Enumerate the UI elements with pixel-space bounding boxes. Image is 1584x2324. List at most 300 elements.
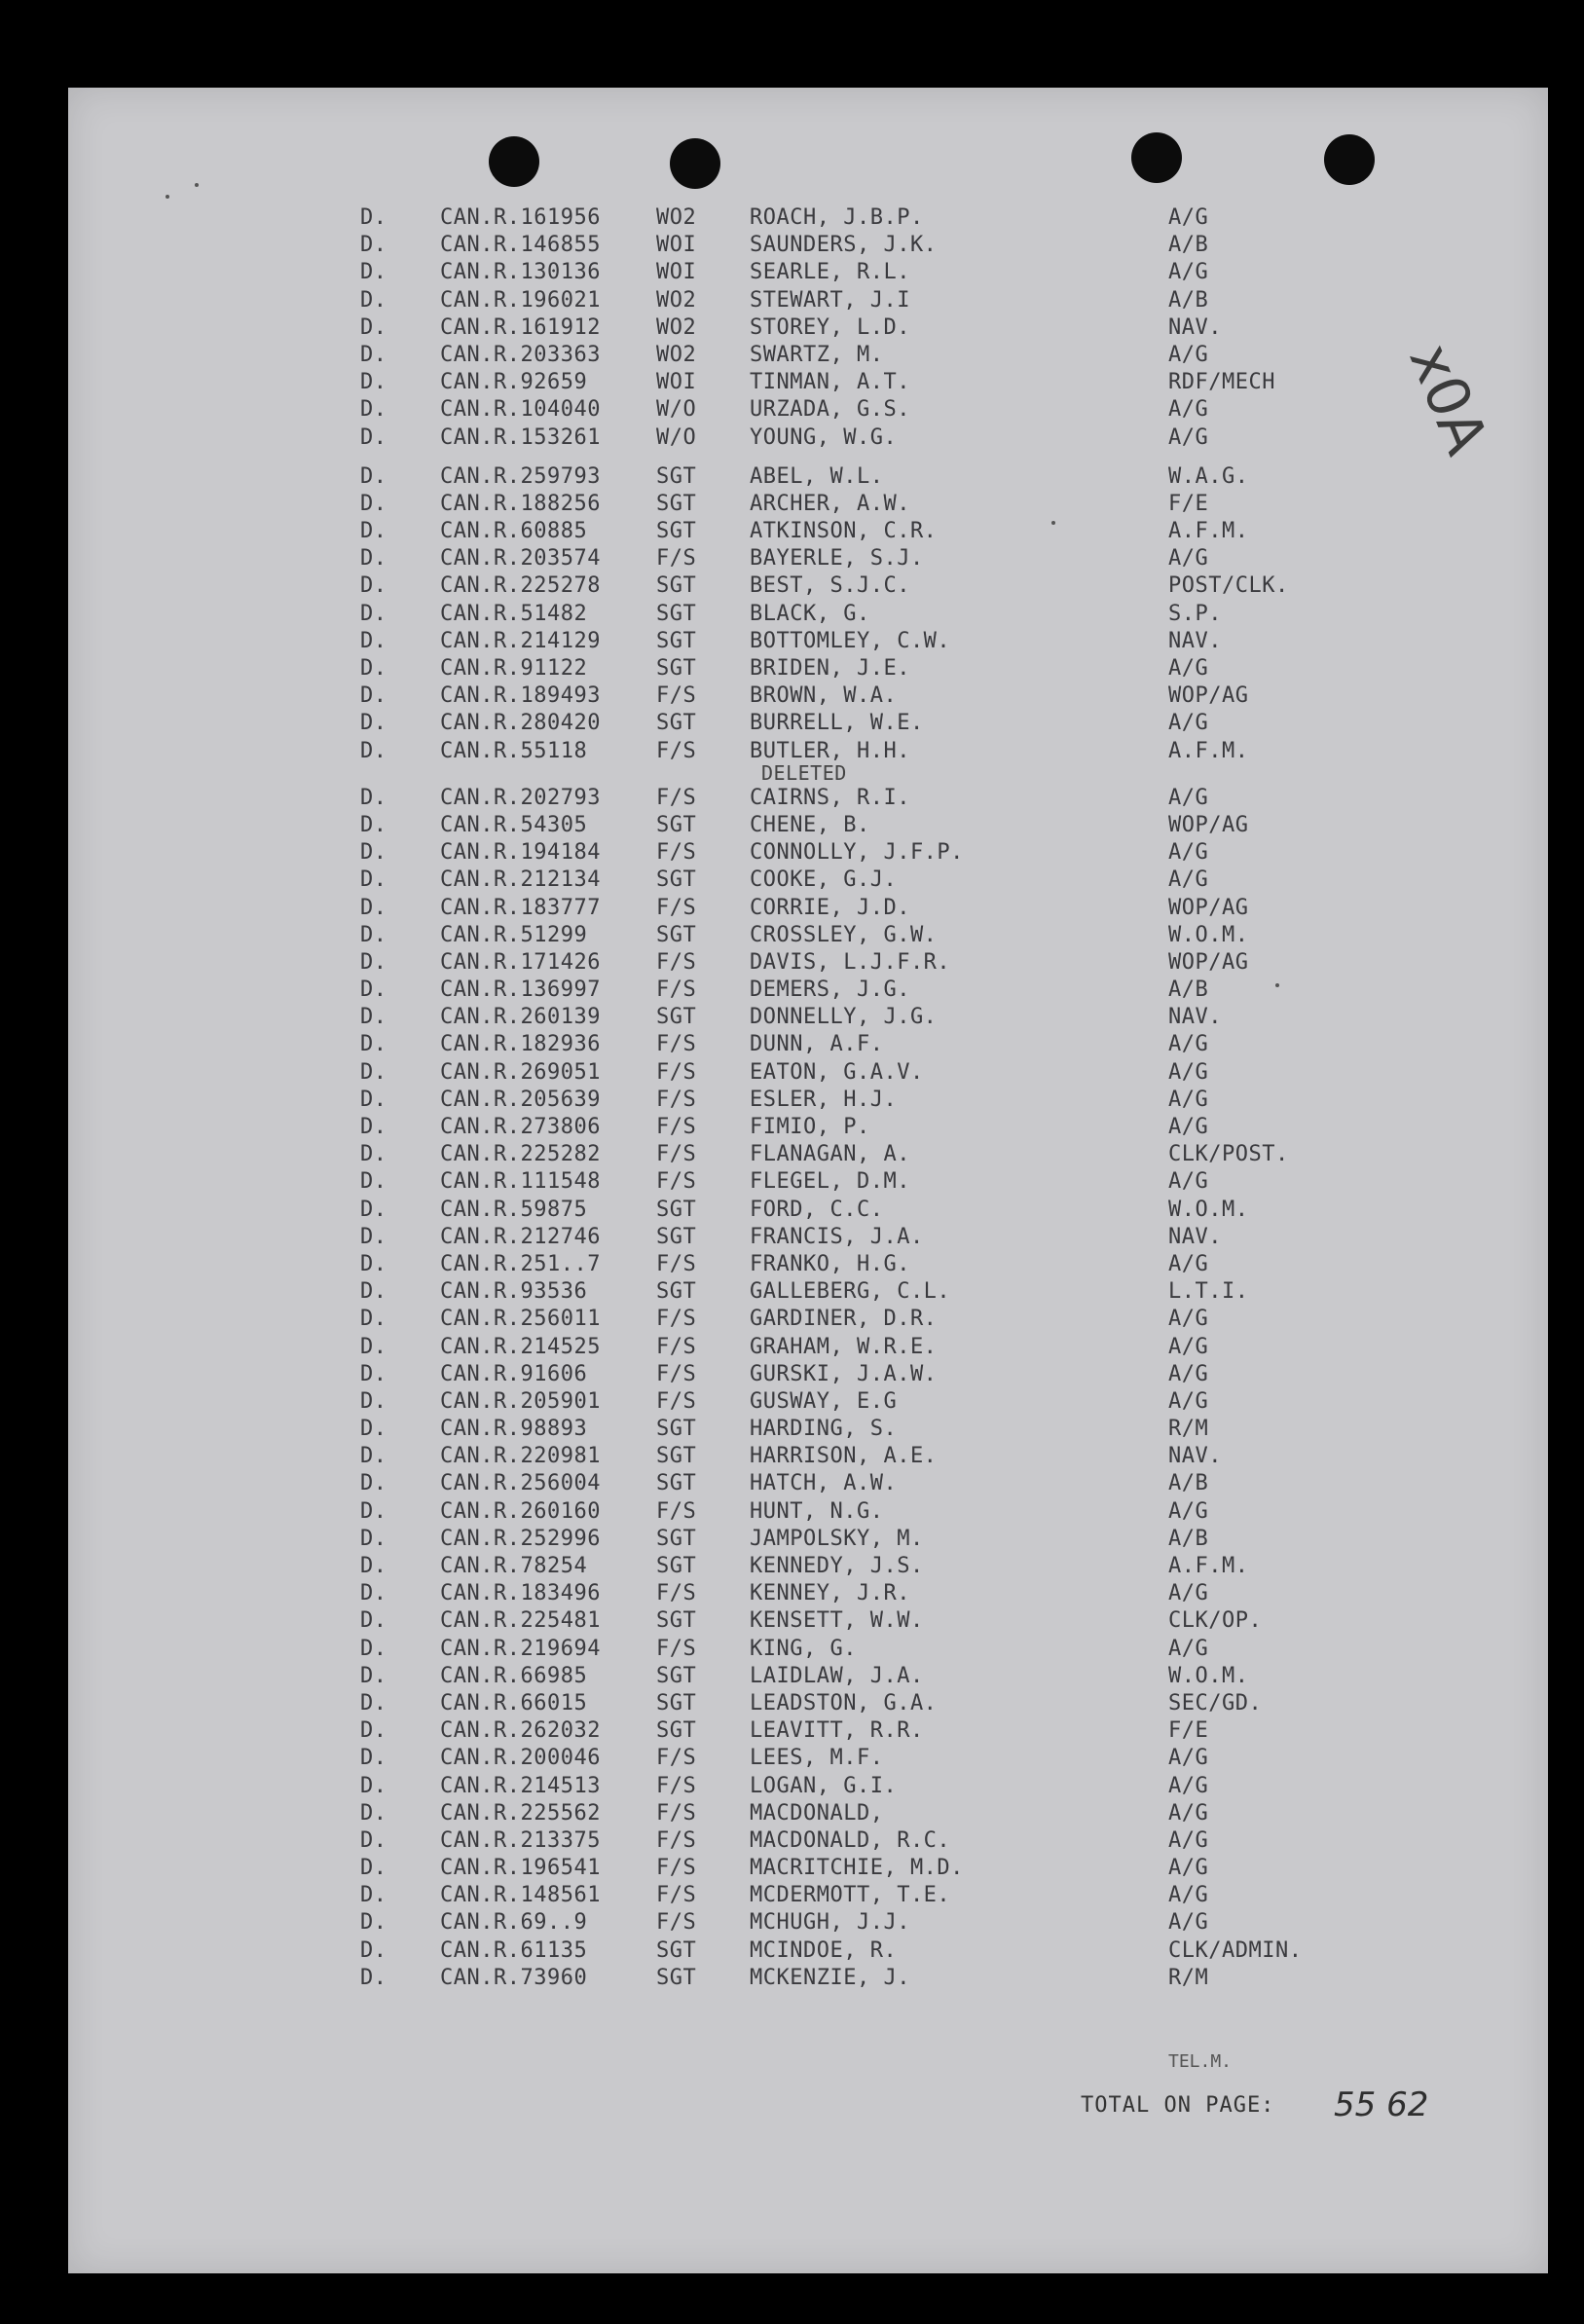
trade: WOP/AG: [1168, 895, 1249, 920]
rank: SGT: [656, 1718, 697, 1744]
punch-hole-2: [670, 138, 720, 189]
rank: SGT: [656, 711, 697, 736]
trade: CLK/POST.: [1168, 1142, 1289, 1167]
service-number: CAN.R.214525: [440, 1334, 601, 1359]
service-number: CAN.R.161912: [440, 314, 601, 340]
service-number: CAN.R.146855: [440, 233, 601, 258]
status-mark: D.: [360, 1388, 387, 1414]
person-name: YOUNG, W.G.: [750, 424, 898, 450]
person-name: CROSSLEY, G.W.: [750, 922, 938, 947]
rank: SGT: [656, 1417, 697, 1442]
person-name: URZADA, G.S.: [750, 397, 910, 423]
trade: W.O.M.: [1168, 1197, 1249, 1222]
list-item: [68, 1031, 1548, 1058]
status-mark: D.: [360, 491, 387, 516]
rank: F/S: [656, 1581, 697, 1606]
person-name: BURRELL, W.E.: [750, 711, 924, 736]
list-item: [68, 682, 1548, 710]
rank: WO2: [656, 287, 697, 313]
rank: SGT: [656, 1965, 697, 1990]
service-number: CAN.R.66015: [440, 1690, 588, 1715]
rank: SGT: [656, 922, 697, 947]
service-number: CAN.R.260160: [440, 1498, 601, 1524]
list-item: [68, 655, 1548, 682]
status-mark: D.: [360, 1169, 387, 1195]
person-name: FIMIO, P.: [750, 1115, 870, 1139]
service-number: CAN.R.78254: [440, 1554, 588, 1578]
rank: SGT: [656, 1471, 697, 1496]
entry-note: DELETED: [761, 760, 847, 785]
trade: W.O.M.: [1168, 1663, 1249, 1688]
status-mark: D.: [360, 519, 387, 544]
service-number: CAN.R.203574: [440, 546, 601, 572]
service-number: CAN.R.111548: [440, 1169, 601, 1195]
service-number: CAN.R.161956: [440, 205, 601, 230]
rank: F/S: [656, 840, 697, 866]
rank: SGT: [656, 1224, 697, 1249]
rank: F/S: [656, 683, 697, 709]
service-number: CAN.R.280420: [440, 711, 601, 736]
list-item: [68, 1800, 1548, 1827]
status-mark: D.: [360, 1636, 387, 1661]
trade: A.F.M.: [1168, 738, 1249, 763]
rank: F/S: [656, 738, 697, 763]
list-item: [68, 977, 1548, 1004]
status-mark: D.: [360, 785, 387, 810]
service-number: CAN.R.183496: [440, 1581, 601, 1606]
person-name: MACDONALD, R.C.: [750, 1827, 951, 1853]
status-mark: D.: [360, 711, 387, 736]
service-number: CAN.R.189493: [440, 683, 601, 709]
trade: RDF/MECH: [1168, 370, 1275, 395]
rank: F/S: [656, 1032, 697, 1057]
status-mark: D.: [360, 1087, 387, 1112]
trade: A.F.M.: [1168, 519, 1249, 544]
list-item: [68, 1004, 1548, 1031]
service-number: CAN.R.196021: [440, 287, 601, 313]
list-item: [68, 1553, 1548, 1580]
rank: F/S: [656, 895, 697, 920]
trade: A/B: [1168, 287, 1209, 313]
person-name: SWARTZ, M.: [750, 342, 884, 367]
person-name: HARRISON, A.E.: [750, 1444, 938, 1469]
list-item: [68, 572, 1548, 600]
person-name: LEES, M.F.: [750, 1746, 884, 1771]
service-number: CAN.R.225481: [440, 1608, 601, 1634]
service-number: CAN.R.91606: [440, 1361, 588, 1386]
punch-hole-1: [489, 136, 539, 187]
list-item: [68, 1114, 1548, 1141]
trade: A/G: [1168, 867, 1209, 893]
service-number: CAN.R.225278: [440, 573, 601, 599]
trade: A/B: [1168, 1471, 1209, 1496]
rank: SGT: [656, 491, 697, 516]
person-name: HUNT, N.G.: [750, 1498, 884, 1524]
status-mark: D.: [360, 546, 387, 572]
service-number: CAN.R.51299: [440, 922, 588, 947]
person-name: MCHUGH, J.J.: [750, 1910, 910, 1936]
person-name: LEAVITT, R.R.: [750, 1718, 924, 1744]
list-item: [68, 1717, 1548, 1745]
document-page: [68, 88, 1548, 2273]
person-name: MCINDOE, R.: [750, 1937, 898, 1963]
service-number: CAN.R.148561: [440, 1883, 601, 1908]
trade: CLK/OP.: [1168, 1608, 1263, 1634]
rank: SGT: [656, 1279, 697, 1305]
person-name: ARCHER, A.W.: [750, 491, 910, 516]
list-item: [68, 1745, 1548, 1772]
rank: F/S: [656, 1307, 697, 1332]
service-number: CAN.R.262032: [440, 1718, 601, 1744]
trade: NAV.: [1168, 1005, 1222, 1030]
person-name: GARDINER, D.R.: [750, 1307, 938, 1332]
status-mark: D.: [360, 1197, 387, 1222]
rank: F/S: [656, 1115, 697, 1139]
status-mark: D.: [360, 1361, 387, 1386]
service-number: CAN.R.55118: [440, 738, 588, 763]
list-item: [68, 424, 1548, 452]
trade: NAV.: [1168, 1224, 1222, 1249]
service-number: CAN.R.220981: [440, 1444, 601, 1469]
trade: A/B: [1168, 1526, 1209, 1551]
person-name: LAIDLAW, J.A.: [750, 1663, 924, 1688]
list-item: [68, 601, 1548, 628]
status-mark: D.: [360, 1032, 387, 1057]
status-mark: D.: [360, 978, 387, 1003]
list-item: [68, 1251, 1548, 1278]
person-name: MACDONALD,: [750, 1800, 884, 1826]
person-name: CAIRNS, R.I.: [750, 785, 910, 810]
status-mark: D.: [360, 1856, 387, 1881]
rank: SGT: [656, 1690, 697, 1715]
list-item: [68, 1909, 1548, 1937]
person-name: KENSETT, W.W.: [750, 1608, 924, 1634]
rank: WOI: [656, 260, 697, 285]
list-item: [68, 949, 1548, 977]
list-item: [68, 369, 1548, 396]
rank: SGT: [656, 1937, 697, 1963]
service-number: CAN.R.259793: [440, 463, 601, 489]
person-name: MCDERMOTT, T.E.: [750, 1883, 951, 1908]
service-number: CAN.R.59875: [440, 1197, 588, 1222]
warrant-officer-entries: [68, 204, 1548, 452]
trade: A/G: [1168, 1115, 1209, 1139]
list-item: [68, 545, 1548, 572]
person-name: FRANKO, H.G.: [750, 1251, 910, 1276]
service-number: CAN.R.225282: [440, 1142, 601, 1167]
list-item: [68, 204, 1548, 232]
trade: A/G: [1168, 424, 1209, 450]
trade: A/G: [1168, 1856, 1209, 1881]
trade: A/G: [1168, 1388, 1209, 1414]
person-name: HATCH, A.W.: [750, 1471, 898, 1496]
rank: SGT: [656, 1197, 697, 1222]
status-mark: D.: [360, 397, 387, 423]
person-name: FORD, C.C.: [750, 1197, 884, 1222]
trade: A/G: [1168, 1059, 1209, 1085]
status-mark: D.: [360, 1115, 387, 1139]
status-mark: D.: [360, 1718, 387, 1744]
rank: F/S: [656, 1388, 697, 1414]
status-mark: D.: [360, 812, 387, 837]
trade: A/G: [1168, 1800, 1209, 1826]
list-item: [68, 1965, 1548, 1992]
status-mark: D.: [360, 1005, 387, 1030]
trade: A/G: [1168, 1361, 1209, 1386]
list-item: [68, 1526, 1548, 1553]
service-number: CAN.R.200046: [440, 1746, 601, 1771]
trade: R/M: [1168, 1965, 1209, 1990]
list-item: [68, 839, 1548, 867]
list-item: [68, 1827, 1548, 1855]
service-number: CAN.R.92659: [440, 370, 588, 395]
trade: A/G: [1168, 1827, 1209, 1853]
list-item: [68, 259, 1548, 286]
rank: WOI: [656, 233, 697, 258]
status-mark: D.: [360, 1471, 387, 1496]
service-number: CAN.R.104040: [440, 397, 601, 423]
list-item: [68, 1443, 1548, 1470]
person-name: ABEL, W.L.: [750, 463, 884, 489]
trade: W.A.G.: [1168, 463, 1249, 489]
person-name: CORRIE, J.D.: [750, 895, 910, 920]
person-name: GUSWAY, E.G: [750, 1388, 898, 1414]
person-name: STEWART, J.I: [750, 287, 910, 313]
trade: A/G: [1168, 260, 1209, 285]
list-item: [68, 895, 1548, 922]
service-number: CAN.R.212746: [440, 1224, 601, 1249]
rank: SGT: [656, 573, 697, 599]
list-item: [68, 1224, 1548, 1251]
trade: A/G: [1168, 1251, 1209, 1276]
service-number: CAN.R.194184: [440, 840, 601, 866]
trade: A/G: [1168, 546, 1209, 572]
person-name: JAMPOLSKY, M.: [750, 1526, 924, 1551]
trade: A/G: [1168, 397, 1209, 423]
status-mark: D.: [360, 205, 387, 230]
rank: F/S: [656, 1856, 697, 1881]
status-mark: D.: [360, 1608, 387, 1634]
service-number: CAN.R.130136: [440, 260, 601, 285]
person-name: DEMERS, J.G.: [750, 978, 910, 1003]
trade: CLK/ADMIN.: [1168, 1937, 1303, 1963]
service-number: CAN.R.269051: [440, 1059, 601, 1085]
trade: L.T.I.: [1168, 1279, 1249, 1305]
rank: F/S: [656, 1361, 697, 1386]
list-item: [68, 1141, 1548, 1168]
person-name: GRAHAM, W.R.E.: [750, 1334, 938, 1359]
rank: WOI: [656, 370, 697, 395]
person-name: ATKINSON, C.R.: [750, 519, 938, 544]
service-number: CAN.R.153261: [440, 424, 601, 450]
list-item: [68, 1498, 1548, 1526]
status-mark: D.: [360, 287, 387, 313]
person-name: STOREY, L.D.: [750, 314, 910, 340]
list-item: [68, 314, 1548, 342]
rank: F/S: [656, 1169, 697, 1195]
person-name: BOTTOMLEY, C.W.: [750, 628, 951, 653]
status-mark: D.: [360, 1746, 387, 1771]
status-mark: D.: [360, 1581, 387, 1606]
service-number: CAN.R.188256: [440, 491, 601, 516]
person-name: MCKENZIE, J.: [750, 1965, 910, 1990]
list-item: [68, 1416, 1548, 1443]
trade: A/G: [1168, 205, 1209, 230]
trade: A/G: [1168, 1334, 1209, 1359]
status-mark: D.: [360, 1307, 387, 1332]
rank: F/S: [656, 785, 697, 810]
trade: A/G: [1168, 785, 1209, 810]
person-name: DUNN, A.F.: [750, 1032, 884, 1057]
person-name: BEST, S.J.C.: [750, 573, 910, 599]
rank: F/S: [656, 1883, 697, 1908]
service-number: CAN.R.60885: [440, 519, 588, 544]
punch-hole-3: [1131, 132, 1182, 183]
status-mark: D.: [360, 1224, 387, 1249]
status-mark: D.: [360, 1498, 387, 1524]
rank: F/S: [656, 1636, 697, 1661]
list-item: [68, 1882, 1548, 1909]
rank: F/S: [656, 1251, 697, 1276]
service-number: CAN.R.256004: [440, 1471, 601, 1496]
status-mark: D.: [360, 342, 387, 367]
status-mark: D.: [360, 1417, 387, 1442]
person-name: DAVIS, L.J.F.R.: [750, 949, 951, 975]
service-number: CAN.R.61135: [440, 1937, 588, 1963]
list-item: [68, 1388, 1548, 1416]
rank: F/S: [656, 1827, 697, 1853]
list-item: [68, 342, 1548, 369]
trade: R/M: [1168, 1417, 1209, 1442]
status-mark: D.: [360, 1663, 387, 1688]
rank: F/S: [656, 978, 697, 1003]
status-mark: D.: [360, 1251, 387, 1276]
trade: SEC/GD.: [1168, 1690, 1263, 1715]
status-mark: D.: [360, 1910, 387, 1936]
rank: SGT: [656, 601, 697, 626]
list-item: [68, 518, 1548, 545]
list-item: [68, 1059, 1548, 1087]
service-number: CAN.R.73960: [440, 1965, 588, 1990]
status-mark: D.: [360, 1142, 387, 1167]
personnel-list: [68, 204, 1548, 1992]
trade: NAV.: [1168, 1444, 1222, 1469]
service-number: CAN.R.214513: [440, 1773, 601, 1798]
service-number: CAN.R.251..7: [440, 1251, 601, 1276]
status-mark: D.: [360, 1883, 387, 1908]
person-name: COOKE, G.J.: [750, 867, 898, 893]
rank: F/S: [656, 1059, 697, 1085]
status-mark: D.: [360, 1554, 387, 1578]
trade: WOP/AG: [1168, 683, 1249, 709]
list-item: [68, 1197, 1548, 1224]
list-item: [68, 710, 1548, 737]
status-mark: D.: [360, 1279, 387, 1305]
person-name: MACRITCHIE, M.D.: [750, 1856, 964, 1881]
status-mark: D.: [360, 233, 387, 258]
status-mark: D.: [360, 573, 387, 599]
status-mark: D.: [360, 1965, 387, 1990]
status-mark: D.: [360, 628, 387, 653]
list-item: [68, 922, 1548, 949]
sergeant-entries: [68, 463, 1548, 1992]
trade: A/G: [1168, 840, 1209, 866]
trade: A/G: [1168, 1746, 1209, 1771]
trade: A/G: [1168, 342, 1209, 367]
status-mark: D.: [360, 601, 387, 626]
person-name: BRIDEN, J.E.: [750, 656, 910, 681]
list-item: [68, 1937, 1548, 1965]
trade: A/G: [1168, 1087, 1209, 1112]
list-item: [68, 491, 1548, 518]
list-item: [68, 1361, 1548, 1388]
service-number: CAN.R.203363: [440, 342, 601, 367]
status-mark: D.: [360, 1800, 387, 1826]
rank: F/S: [656, 1746, 697, 1771]
person-name: EATON, G.A.V.: [750, 1059, 924, 1085]
rank: SGT: [656, 1554, 697, 1578]
list-item: [68, 867, 1548, 894]
status-mark: D.: [360, 1444, 387, 1469]
rank: F/S: [656, 1910, 697, 1936]
list-item: [68, 1470, 1548, 1497]
rank: W/O: [656, 424, 697, 450]
rank: SGT: [656, 628, 697, 653]
status-mark: D.: [360, 1334, 387, 1359]
rank: SGT: [656, 1444, 697, 1469]
trade: NAV.: [1168, 314, 1222, 340]
rank: F/S: [656, 1498, 697, 1524]
status-mark: D.: [360, 683, 387, 709]
trade: A/G: [1168, 1498, 1209, 1524]
service-number: CAN.R.205901: [440, 1388, 601, 1414]
person-name: CONNOLLY, J.F.P.: [750, 840, 964, 866]
rank: SGT: [656, 867, 697, 893]
list-item: [68, 1773, 1548, 1800]
list-item: [68, 287, 1548, 314]
status-mark: D.: [360, 1937, 387, 1963]
person-name: HARDING, S.: [750, 1417, 898, 1442]
person-name: FLANAGAN, A.: [750, 1142, 910, 1167]
person-name: GURSKI, J.A.W.: [750, 1361, 938, 1386]
person-name: LOGAN, G.I.: [750, 1773, 898, 1798]
trade: A/G: [1168, 1169, 1209, 1195]
status-mark: D.: [360, 260, 387, 285]
person-name: FLEGEL, D.M.: [750, 1169, 910, 1195]
rank: SGT: [656, 812, 697, 837]
service-number: CAN.R.54305: [440, 812, 588, 837]
trade: F/E: [1168, 1718, 1209, 1744]
status-mark: D.: [360, 314, 387, 340]
rank: F/S: [656, 949, 697, 975]
trade: W.O.M.: [1168, 922, 1249, 947]
person-name: ROACH, J.B.P.: [750, 205, 924, 230]
ink-speck: [195, 183, 199, 187]
service-number: CAN.R.213375: [440, 1827, 601, 1853]
service-number: CAN.R.66985: [440, 1663, 588, 1688]
trade: A/G: [1168, 656, 1209, 681]
person-name: GALLEBERG, C.L.: [750, 1279, 951, 1305]
person-name: TINMAN, A.T.: [750, 370, 910, 395]
list-item: [68, 628, 1548, 655]
list-item: [68, 812, 1548, 839]
status-mark: D.: [360, 895, 387, 920]
person-name: FRANCIS, J.A.: [750, 1224, 924, 1249]
person-name: KENNEY, J.R.: [750, 1581, 910, 1606]
service-number: CAN.R.225562: [440, 1800, 601, 1826]
service-number: CAN.R.273806: [440, 1115, 601, 1139]
person-name: CHENE, B.: [750, 812, 870, 837]
